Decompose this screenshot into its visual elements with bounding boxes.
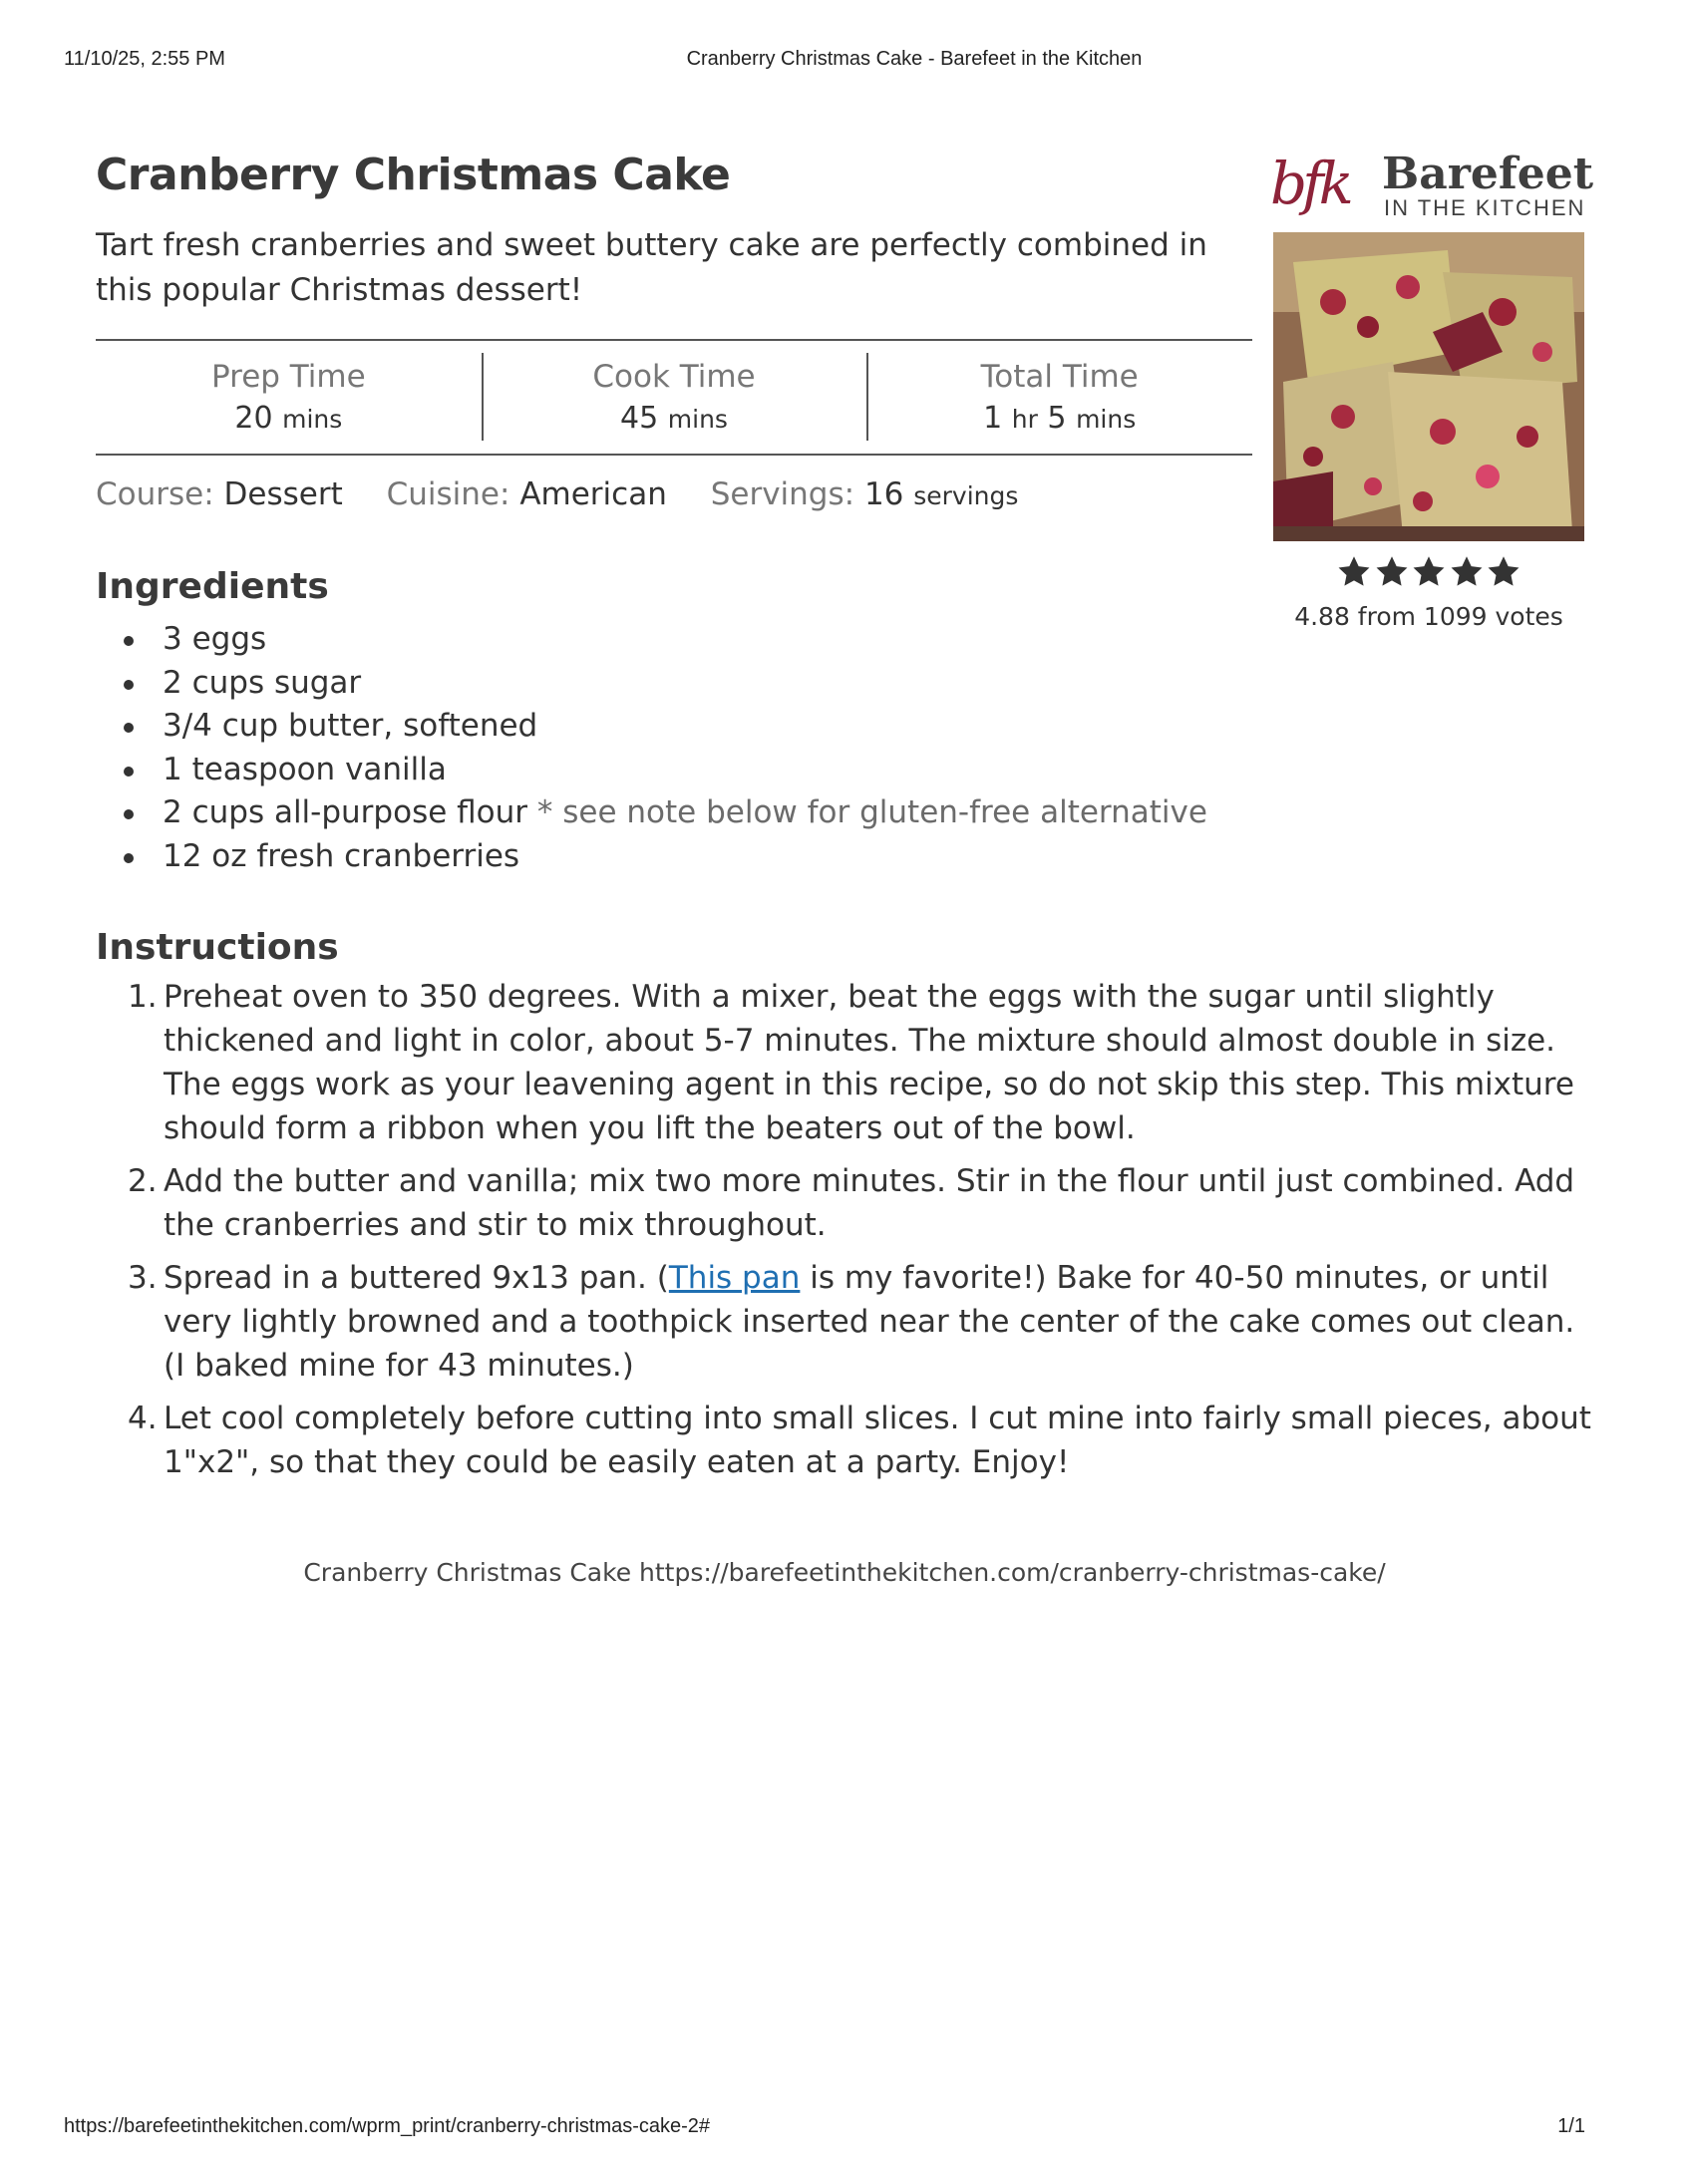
step-number: 2.: [128, 1163, 158, 1199]
prep-time-unit: mins: [282, 405, 343, 434]
servings-label: Servings:: [710, 476, 855, 512]
ingredient-item: [120, 662, 1207, 706]
print-page-title: Cranberry Christmas Cake - Barefeet in the Kitchen: [686, 48, 1143, 70]
instruction-step: [128, 1397, 1593, 1484]
servings-value: 16: [863, 476, 904, 512]
brand-monogram: bfk: [1270, 150, 1349, 217]
page-count: 1/1: [1557, 2115, 1585, 2137]
total-time-hours-unit: hr: [1011, 405, 1038, 434]
recipe-title: Cranberry Christmas Cake: [96, 150, 731, 200]
step-number: 3.: [128, 1260, 158, 1296]
recipe-times: [96, 339, 1252, 456]
ingredient-text: 3/4 cup butter, softened: [163, 708, 538, 744]
this-pan-link[interactable]: This pan: [668, 1260, 801, 1296]
prep-time: [96, 341, 482, 454]
print-header: [64, 48, 1625, 72]
rating-stars: [1336, 554, 1521, 592]
course-value: Dessert: [223, 476, 343, 512]
recipe-credit: Cranberry Christmas Cake https://barefeetinthekitchen.com/cranberry-christmas-cake/: [303, 1558, 1386, 1587]
brand-name: Barefeet: [1382, 149, 1594, 199]
servings: [711, 476, 1019, 512]
ingredient-text: 2 cups sugar: [163, 664, 362, 701]
ingredient-text: 12 oz fresh cranberries: [163, 837, 520, 874]
brand-logo: [1270, 149, 1594, 229]
ingredient-text: 3 eggs: [163, 621, 267, 657]
step-text: Add the butter and vanilla; mix two more minutes. Stir in the flour until just combined. Add the cranberries and stir to mix throughout.: [164, 1163, 1575, 1243]
cook-time-value: [482, 399, 867, 440]
step-number: 1.: [128, 979, 158, 1015]
instruction-step: [128, 1159, 1593, 1247]
ingredient-item: [120, 791, 1207, 835]
total-time-hours: 1: [983, 401, 1003, 436]
cuisine-label: Cuisine:: [386, 476, 510, 512]
recipe-photo: [1273, 232, 1584, 541]
ingredients-heading: Ingredients: [96, 566, 329, 607]
total-time-minutes: 5: [1047, 401, 1067, 436]
star-icon: [1486, 554, 1521, 590]
star-icon: [1449, 554, 1485, 590]
cook-time-unit: mins: [667, 405, 728, 434]
instruction-step: [128, 1256, 1593, 1388]
cook-time: [482, 341, 867, 454]
prep-time-number: 20: [234, 401, 273, 436]
total-time: [866, 341, 1252, 454]
ingredient-item: [120, 835, 1207, 879]
cook-time-number: 45: [620, 401, 659, 436]
ingredient-item: [120, 618, 1207, 662]
servings-unit: servings: [913, 481, 1019, 510]
step-text-after-link: is my favorite!) Bake for 40-50 minutes, or until very lightly browned and a toothpick inserted near the center of the cake comes out clean. (I baked mine for 43 minutes.): [164, 1260, 1575, 1384]
course: [96, 476, 353, 512]
print-footer: [64, 2115, 1625, 2139]
recipe-meta: [96, 476, 1052, 512]
step-text-before-link: Spread in a buttered 9x13 pan. (: [164, 1260, 669, 1296]
course-label: Course:: [96, 476, 214, 512]
prep-time-label: Prep Time: [210, 359, 366, 395]
ingredients-list: [120, 618, 1207, 878]
total-time-label: Total Time: [980, 359, 1139, 395]
step-number: 4.: [128, 1401, 158, 1436]
prep-time-value: [96, 399, 482, 440]
ingredient-note: * see note below for gluten-free alternative: [536, 794, 1207, 830]
star-icon: [1336, 554, 1372, 590]
rating-text: 4.88 from 1099 votes: [1294, 602, 1563, 631]
recipe-summary: Tart fresh cranberries and sweet buttery cake are perfectly combined in this popular Christmas dessert!: [96, 227, 1207, 308]
brand-tagline: IN THE KITCHEN: [1384, 195, 1586, 220]
cuisine: [387, 476, 677, 512]
total-time-value: [866, 399, 1252, 440]
instructions-heading: Instructions: [96, 927, 339, 968]
print-date: 11/10/25, 2:55 PM: [64, 48, 225, 70]
ingredient-item: [120, 749, 1207, 792]
step-text: Preheat oven to 350 degrees. With a mixer, beat the eggs with the sugar until slightly thickened and light in color, about 5-7 minutes. The mixture should almost double in size. The eggs work as your leavening agent in this recipe, so do not skip this step. This mixture should form a ribbon when you lift the beaters out of the bowl.: [164, 979, 1574, 1146]
ingredient-text: 2 cups all-purpose flour: [163, 794, 528, 830]
star-icon: [1374, 554, 1410, 590]
cake-photo-image: [1273, 232, 1584, 541]
cook-time-label: Cook Time: [592, 359, 756, 395]
ingredient-text: 1 teaspoon vanilla: [163, 751, 447, 787]
total-time-minutes-unit: mins: [1076, 405, 1137, 434]
cuisine-value: American: [519, 476, 667, 512]
print-url: https://barefeetinthekitchen.com/wprm_print/cranberry-christmas-cake-2#: [64, 2115, 711, 2137]
instructions-list: [128, 975, 1593, 1493]
step-text: Let cool completely before cutting into small slices. I cut mine into fairly small pieces, about 1"x2", so that they could be easily eaten at a party. Enjoy!: [164, 1401, 1591, 1480]
star-icon: [1411, 554, 1447, 590]
instruction-step: [128, 975, 1593, 1150]
ingredient-item: [120, 705, 1207, 749]
